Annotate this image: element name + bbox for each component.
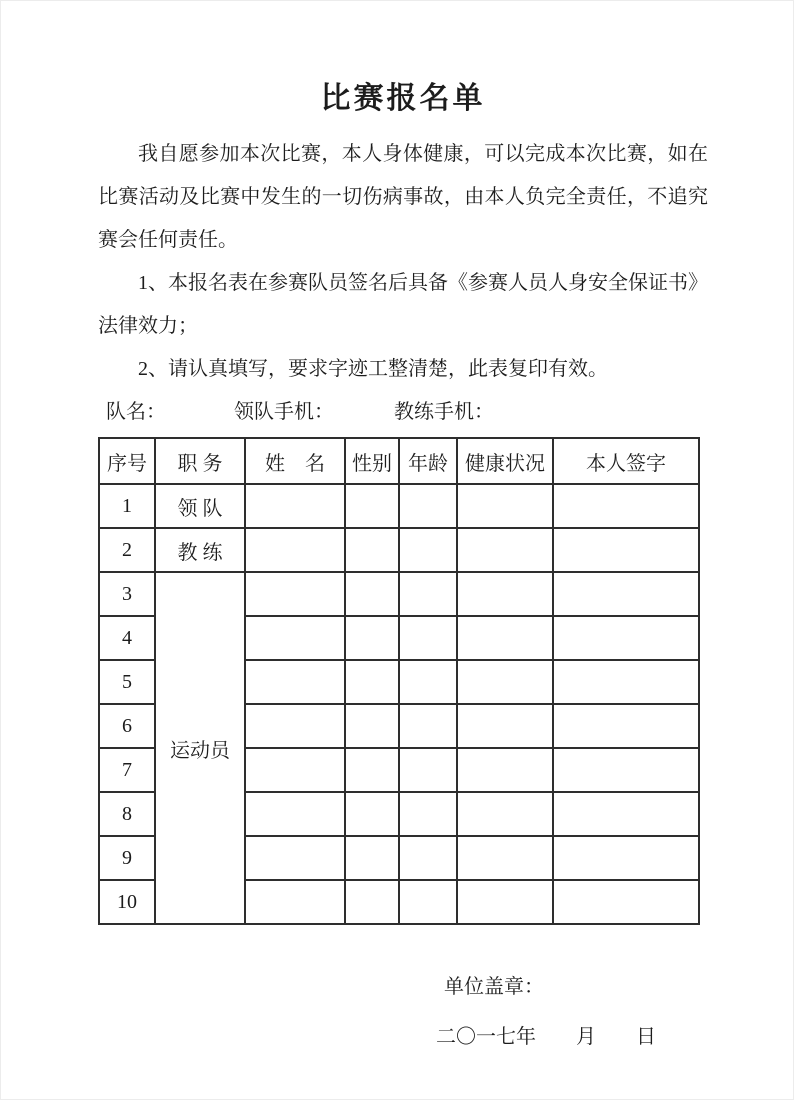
- fill-cell[interactable]: [553, 880, 699, 924]
- header-cell-name: 姓 名: [245, 438, 345, 484]
- seal-label: 单位盖章：: [444, 976, 544, 998]
- note-2: 2、请认真填写，要求字迹工整清楚，此表复印有效。: [138, 358, 608, 380]
- fill-cell[interactable]: [345, 572, 399, 616]
- fill-cell[interactable]: [457, 484, 553, 528]
- fill-cell[interactable]: [553, 704, 699, 748]
- row-number-cell: 5: [99, 660, 155, 704]
- page-title: 比赛报名单: [320, 82, 486, 115]
- fill-cell[interactable]: [553, 484, 699, 528]
- leader-phone-label: 领队手机：: [234, 401, 334, 423]
- fill-cell[interactable]: [245, 748, 345, 792]
- registration-table: [98, 437, 700, 925]
- fill-cell[interactable]: [553, 660, 699, 704]
- role-cell: 领 队: [155, 484, 245, 528]
- header-cell-role: 职 务: [155, 438, 245, 484]
- fill-cell[interactable]: [245, 616, 345, 660]
- intro-paragraph: 我自愿参加本次比赛，本人身体健康，可以完成本次比赛，如在比赛活动及比赛中发生的一切伤病事故，由本人负完全责任，不追究赛会任何责任。: [98, 143, 708, 251]
- fill-cell[interactable]: [345, 704, 399, 748]
- fill-cell[interactable]: [399, 836, 457, 880]
- row-number-cell: 7: [99, 748, 155, 792]
- form-fields-row: [98, 395, 708, 429]
- row-number-cell: 10: [99, 880, 155, 924]
- fill-cell[interactable]: [457, 704, 553, 748]
- fill-cell[interactable]: [245, 792, 345, 836]
- fill-cell[interactable]: [345, 880, 399, 924]
- fill-cell[interactable]: [245, 484, 345, 528]
- row-number-cell: 6: [99, 704, 155, 748]
- fill-cell[interactable]: [399, 484, 457, 528]
- coach-phone-label: 教练手机：: [394, 401, 494, 423]
- fill-cell[interactable]: [245, 572, 345, 616]
- fill-cell[interactable]: [457, 792, 553, 836]
- team-name-label: 队名：: [106, 401, 166, 423]
- fill-cell[interactable]: [345, 660, 399, 704]
- row-number-cell: 9: [99, 836, 155, 880]
- fill-cell[interactable]: [345, 484, 399, 528]
- header-cell-age: 年龄: [399, 438, 457, 484]
- table-header-row: [99, 438, 699, 484]
- fill-cell[interactable]: [399, 616, 457, 660]
- note-1: 1、本报名表在参赛队员签名后具备《参赛人员人身安全保证书》法律效力；: [98, 272, 708, 337]
- fill-cell[interactable]: [457, 880, 553, 924]
- fill-cell[interactable]: [399, 792, 457, 836]
- fill-cell[interactable]: [457, 748, 553, 792]
- header-cell-signature: 本人签字: [553, 438, 699, 484]
- fill-cell[interactable]: [399, 748, 457, 792]
- table-row: [99, 528, 699, 572]
- fill-cell[interactable]: [553, 748, 699, 792]
- fill-cell[interactable]: [553, 836, 699, 880]
- fill-cell[interactable]: [457, 660, 553, 704]
- fill-cell[interactable]: [245, 836, 345, 880]
- fill-cell[interactable]: [345, 792, 399, 836]
- fill-cell[interactable]: [457, 836, 553, 880]
- fill-cell[interactable]: [345, 528, 399, 572]
- fill-cell[interactable]: [399, 660, 457, 704]
- fill-cell[interactable]: [399, 880, 457, 924]
- row-number-cell: 1: [99, 484, 155, 528]
- fill-cell[interactable]: [345, 836, 399, 880]
- fill-cell[interactable]: [399, 572, 457, 616]
- header-cell-no: 序号: [99, 438, 155, 484]
- fill-cell[interactable]: [245, 660, 345, 704]
- fill-cell[interactable]: [345, 748, 399, 792]
- fill-cell[interactable]: [245, 880, 345, 924]
- header-cell-health: 健康状况: [457, 438, 553, 484]
- row-number-cell: 2: [99, 528, 155, 572]
- fill-cell[interactable]: [553, 792, 699, 836]
- fill-cell[interactable]: [553, 572, 699, 616]
- row-number-cell: 3: [99, 572, 155, 616]
- fill-cell[interactable]: [553, 528, 699, 572]
- fill-cell[interactable]: [553, 616, 699, 660]
- fill-cell[interactable]: [345, 616, 399, 660]
- row-number-cell: 8: [99, 792, 155, 836]
- fill-cell[interactable]: [457, 616, 553, 660]
- table-row: [99, 572, 699, 616]
- header-cell-gender: 性别: [345, 438, 399, 484]
- fill-cell[interactable]: [457, 528, 553, 572]
- fill-cell[interactable]: [245, 704, 345, 748]
- date-line: 二〇一七年 月 日: [436, 1026, 656, 1048]
- role-cell: 教 练: [155, 528, 245, 572]
- fill-cell[interactable]: [245, 528, 345, 572]
- fill-cell[interactable]: [399, 528, 457, 572]
- fill-cell[interactable]: [399, 704, 457, 748]
- athlete-role-cell: 运动员: [155, 572, 245, 924]
- fill-cell[interactable]: [457, 572, 553, 616]
- table-row: [99, 484, 699, 528]
- row-number-cell: 4: [99, 616, 155, 660]
